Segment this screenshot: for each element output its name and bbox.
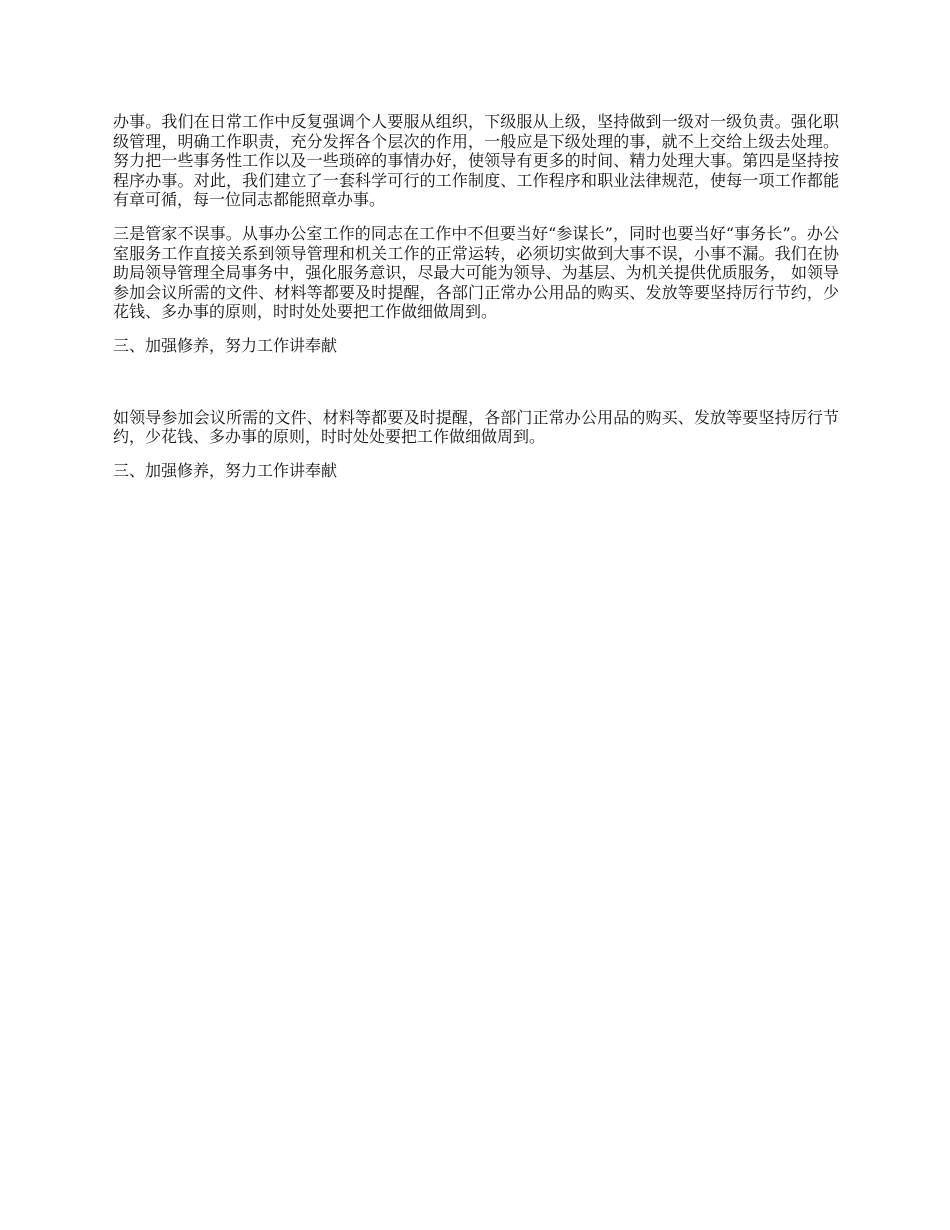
section-heading-2: 三、加强修养，努力工作讲奉献 (113, 460, 338, 480)
paragraph-2: 三是管家不误事。从事办公室工作的同志在工作中不但要当好“参谋长”，同时也要当好“事务长”。办公室服务工作直接关系到领导管理和机关工作的正常运转，必须切实做到大事不误，小事不漏。我们在协助局领导管理全局事务中，强化服务意识，尽最大可能为领导、为基层、为机关提供优质服务， 如领导参加会议所需的文件、材料等都要及时提醒，各部门正常办公用品的购买、发放等要坚持厉行节约，少花钱、多办事的原则，时时处处要把工作做细做周到。 (113, 223, 839, 322)
section-heading-1: 三、加强修养，努力工作讲奉献 (113, 335, 338, 355)
paragraph-1: 办事。我们在日常工作中反复强调个人要服从组织，下级服从上级，坚持做到一级对一级负责。强化职级管理，明确工作职责，充分发挥各个层次的作用，一般应是下级处理的事，就不上交给上级去处理。努力把一些事务性工作以及一些琐碎的事情办好，使领导有更多的时间、精力处理大事。第四是坚持按程序办事。对此，我们建立了一套科学可行的工作制度、工作程序和职业法律规范，使每一项工作都能有章可循，每一位同志都能照章办事。 (113, 112, 839, 210)
document-body (113, 112, 839, 494)
blank-spacer (113, 370, 839, 408)
paragraph-3: 如领导参加会议所需的文件、材料等都要及时提醒，各部门正常办公用品的购买、发放等要坚持厉行节约，少花钱、多办事的原则，时时处处要把工作做细做周到。 (113, 407, 839, 447)
